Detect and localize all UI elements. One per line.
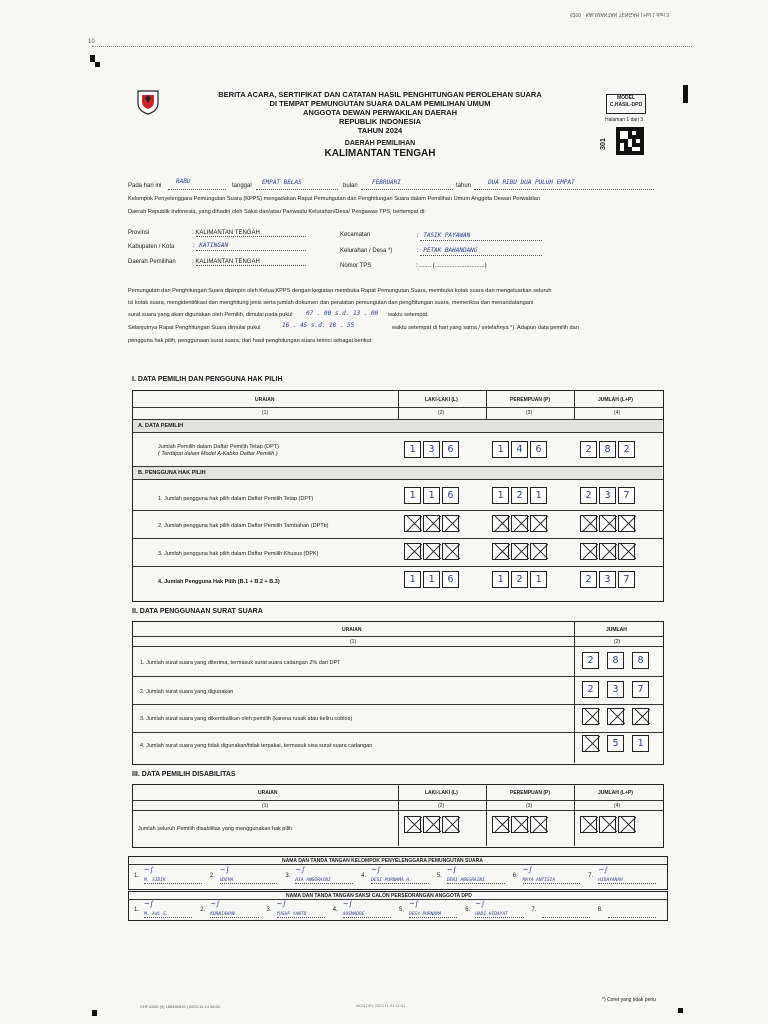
title-line: ANGGOTA DEWAN PERWAKILAN DAERAH (302, 108, 458, 117)
signature-mark: ~∫ (219, 866, 230, 874)
intro-day: RABU (176, 178, 191, 185)
tps-label: Nomor TPS (340, 263, 372, 269)
digit-cell: 5 (607, 735, 624, 752)
row-divider (132, 479, 663, 480)
signatory-name: DESI PURNAMA H. (371, 878, 412, 883)
provinsi-label: Provinsi (128, 230, 150, 236)
kecamatan-value: : TASIK PAYAWAN (416, 232, 471, 239)
s1-dpt-line2: ( Terdapat dalam Model A-Kabko Daftar Pemilih ) (158, 451, 278, 457)
digit-cell (582, 735, 599, 752)
fill-line (196, 250, 306, 251)
digit-cell: 6 (442, 487, 459, 504)
title-line: DI TEMPAT PEMUNGUTAN SUARA DALAM PEMILIHAN UMUM (269, 99, 491, 108)
digit-cell (492, 816, 509, 833)
col-divider (398, 784, 399, 846)
digit-cell (404, 543, 421, 560)
s3-num-4: (4) (614, 803, 621, 809)
col-divider (574, 390, 575, 420)
row-divider (132, 732, 663, 733)
signature-line (608, 917, 656, 918)
signatory-name: RIA ANGGRAINI (295, 878, 331, 883)
scan-mirrored-header: 6200 · KALIMANTAN TENGAH | Hal 1 dari 3 (570, 11, 669, 17)
s3-col-j: JUMLAH (L+P) (598, 790, 633, 796)
narrative-p3-time: 07 . 00 s.d. 13 . 00 (306, 310, 379, 317)
digit-cell: 1 (404, 441, 421, 458)
kelurahan-label: Kelurahan / Desa *) (340, 248, 393, 254)
signature-line (409, 917, 457, 918)
registration-mark (678, 1008, 683, 1013)
page-number: 10 (88, 39, 95, 45)
s1-num-2: (2) (438, 410, 445, 416)
signatory-name: KURNIAWAN (210, 912, 235, 917)
signature-number: 6. (465, 907, 471, 913)
row-divider (132, 704, 663, 705)
s1-num-1: (1) (262, 410, 269, 416)
digit-cell (511, 816, 528, 833)
signatory-name: YUSUF YANTO (276, 912, 307, 917)
intro-line-2: Kelompok Penyelenggara Pemungutan Suara (KPPS) mengadakan Rapat Pemungutan dan Penghitungan Suara dalam Pemilihan Umum Anggota Dewan Perwakilan (128, 196, 541, 202)
section-3-title: III. DATA PEMILIH DISABILITAS (132, 771, 236, 778)
page-of: Halaman 1 dari 3 (605, 117, 644, 123)
signature-number: 4. (361, 873, 367, 879)
digit-cell: 4 (511, 441, 528, 458)
signature-number: 8. (597, 907, 603, 913)
signature-mark: ~∫ (475, 900, 485, 908)
kabupaten-label: Kabupaten / Kota (128, 244, 175, 250)
digit-cell: 2 (582, 681, 599, 698)
digit-cell (442, 543, 459, 560)
row-divider (132, 538, 663, 539)
signature-line (144, 917, 192, 918)
digit-cell: 2 (511, 571, 528, 588)
digit-cell (599, 543, 616, 560)
document-title (170, 90, 590, 160)
signatory-name: M. SIDIK (144, 878, 166, 883)
s3-row-label: Jumlah seluruh Pemilih disabilitas yang menggunakan hak pilih (138, 826, 293, 832)
fill-line (168, 189, 226, 190)
signature-number: 1. (134, 873, 140, 879)
narrative-p4-prefix: Selanjutnya Rapat Penghitungan Suara dimulai pukul (128, 325, 261, 331)
dapil-value: : KALIMANTAN TENGAH (192, 259, 260, 265)
digit-cell (404, 515, 421, 532)
s1-row-2-label: 2. Jumlah pengguna hak pilih dalam Daftar Pemilih Tambahan (DPTb) (158, 523, 329, 529)
digit-cell: 3 (423, 441, 440, 458)
title-line: REPUBLIK INDONESIA (338, 117, 422, 126)
dapil-label: Daerah Pemilihan (128, 259, 176, 265)
digit-cell: 3 (599, 487, 616, 504)
signature-line (220, 883, 278, 884)
kpps-title: NAMA DAN TANDA TANGAN KELOMPOK PENYELENGGARA PEMUNGUTAN SUARA (282, 858, 483, 864)
digit-cell: 1 (404, 571, 421, 588)
s1-row-4-label: 4. Jumlah Pengguna Hak Pilih (B.1 + B.2 + B.3) (158, 579, 280, 585)
signatory-name: HADI HIDAYAT (475, 912, 508, 917)
signature-number: 6. (512, 873, 518, 879)
digit-cell: 1 (530, 487, 547, 504)
s1-col-l: LAKI-LAKI (L) (425, 397, 458, 403)
s1-num-3: (3) (526, 410, 533, 416)
signature-mark: ~∫ (144, 900, 154, 908)
narrative-p3-suffix: waktu setempat. (388, 312, 429, 318)
signatory-name: AUSMADRE (342, 912, 365, 917)
signature-mark: ~∫ (409, 900, 419, 908)
row-divider (132, 636, 663, 637)
signatory-name: HIDAYANAH (598, 878, 623, 883)
digit-cell (423, 515, 440, 532)
digit-cell (580, 816, 597, 833)
narrative-p4-suffix: waktu setempat di hari yang sama / setelahnya *). Adapun data pemilih dan (392, 325, 579, 331)
footer-code: CHF-6200 (4) 186460515 | 2023-11-14 08:01 (140, 1004, 221, 1009)
row-divider (132, 810, 663, 811)
digit-cell (492, 515, 509, 532)
row-shade (133, 467, 662, 479)
signature-mark: ~∫ (598, 866, 608, 874)
section-2-title: II. DATA PENGGUNAAN SURAT SUARA (132, 608, 263, 615)
digit-cell (442, 816, 459, 833)
signature-number: 5. (436, 873, 442, 879)
signature-number: 2. (209, 873, 215, 879)
s3-num-2: (2) (438, 803, 445, 809)
digit-cell: 1 (530, 571, 547, 588)
digit-cell (580, 515, 597, 532)
signature-number: 7. (531, 907, 537, 913)
digit-cell: 6 (442, 441, 459, 458)
digit-cell: 2 (582, 652, 599, 669)
digit-cell (599, 816, 616, 833)
col-divider (486, 390, 487, 420)
digit-cell (511, 515, 528, 532)
digit-cell (530, 543, 547, 560)
intro-date-label: tanggal (232, 183, 252, 189)
s1-row-3-label: 3. Jumlah pengguna hak pilih dalam Daftar Pemilih Khusus (DPK) (158, 551, 319, 557)
digit-cell: 1 (404, 487, 421, 504)
digit-cell (618, 515, 635, 532)
intro-month-label: bulan (343, 183, 358, 189)
s1-row-1-label: 1. Jumlah pengguna hak pilih dalam Daftar Pemilih Tetap (DPT) (158, 496, 314, 502)
signature-line (295, 883, 353, 884)
signatory-name: MAYA ANTISIA (522, 878, 556, 883)
digit-cell: 1 (632, 735, 649, 752)
signature-line (343, 917, 391, 918)
digit-cell: 7 (618, 487, 635, 504)
digit-cell: 1 (492, 487, 509, 504)
cut-line (92, 46, 692, 47)
digit-cell: 1 (423, 571, 440, 588)
s2-row-4-label: 4. Jumlah surat suara yang tidak digunakan/tidak terpakai, termasuk sisa surat suara cadangan (140, 743, 373, 749)
kecamatan-label: Kecamatan (340, 232, 371, 238)
s3-num-3: (3) (526, 803, 533, 809)
saksi-title: NAMA DAN TANDA TANGAN SAKSI CALON PERSEORANGAN ANGGOTA DPD (286, 893, 472, 899)
signature-number: 3. (266, 907, 272, 913)
digit-cell: 8 (599, 441, 616, 458)
title-line: BERITA ACARA, SERTIFIKAT DAN CATATAN HASIL PENGHITUNGAN PEROLEHAN SUARA (218, 90, 542, 99)
signature-line (371, 883, 429, 884)
digit-cell (423, 543, 440, 560)
fill-line (196, 236, 306, 237)
narrative-p3-prefix: surat suara yang akan digunakan oleh Pemilih, dimulai pada pukul (128, 312, 293, 318)
signature-number: 1. (134, 907, 140, 913)
signature-mark: ~∫ (371, 866, 381, 874)
title-line: TAHUN 2024 (357, 126, 403, 135)
kabupaten-value: : KATINGAN (192, 242, 229, 249)
signatory-name: DESY PURNAMA (409, 912, 442, 917)
digit-cell: 2 (511, 487, 528, 504)
signature-line (523, 883, 581, 884)
digit-cell (580, 543, 597, 560)
signature-line (210, 917, 258, 918)
signature-number: 2. (200, 907, 206, 913)
digit-cell (607, 708, 624, 725)
qr-code (616, 127, 644, 155)
signature-mark: ~∫ (276, 900, 287, 908)
s2-num-2: (2) (614, 639, 621, 645)
s2-col-j: JUMLAH (606, 627, 627, 633)
model-label: MODEL (616, 95, 636, 101)
digit-cell (599, 515, 616, 532)
row-divider (132, 646, 663, 647)
digit-cell: 6 (442, 571, 459, 588)
signature-mark: ~∫ (342, 900, 353, 908)
col-divider (486, 784, 487, 846)
digit-cell (423, 816, 440, 833)
model-box (606, 94, 646, 114)
row-divider (132, 407, 663, 408)
digit-cell: 7 (632, 681, 649, 698)
digit-cell: 6 (530, 441, 547, 458)
intro-year-label: tahun (456, 183, 472, 189)
s2-num-1: (1) (350, 639, 357, 645)
col-divider (574, 621, 575, 763)
s2-row-2-label: 2. Jumlah surat suara yang digunakan (140, 689, 234, 695)
row-divider (132, 566, 663, 567)
signatory-name: UDEMA (219, 878, 234, 883)
intro-day-label: Pada hari ini (128, 183, 162, 189)
signature-line (475, 917, 523, 918)
footer-center: NON DPJ 2023 11 01 11:31 (356, 1003, 406, 1008)
digit-cell (530, 816, 547, 833)
s1-col-j: JUMLAH (L+P) (598, 397, 633, 403)
digit-cell (618, 543, 635, 560)
narrative-p1: Pemungutan dan Penghitungan Suara dipimpin oleh Ketua KPPS dengan kegiatan membuka Rapat Pemungutan Suara, membuka kotak suara dan mengeluarkan seluruh (128, 288, 552, 294)
fill-line (474, 189, 654, 190)
signature-number: 5. (399, 907, 405, 913)
signatory-name: DENI ANGGRAINI (446, 878, 485, 883)
s3-col-uraian: URAIAN (258, 790, 278, 796)
s1-col-uraian: URAIAN (255, 397, 275, 403)
signature-mark: ~∫ (210, 900, 220, 908)
kpu-logo (136, 89, 160, 115)
digit-cell: 1 (492, 571, 509, 588)
s1-col-p: PEREMPUAN (P) (510, 397, 551, 403)
digit-cell (582, 708, 599, 725)
intro-date: EMPAT BELAS (262, 179, 302, 186)
intro-month: FEBRUARI (372, 179, 401, 186)
signature-line (542, 917, 590, 918)
registration-mark (90, 55, 95, 62)
digit-cell: 2 (618, 441, 635, 458)
signature-mark: ~∫ (144, 866, 154, 874)
side-code: 301 (599, 138, 607, 150)
row-divider (132, 676, 663, 677)
s2-col-uraian: URAIAN (342, 627, 362, 633)
row-divider (132, 510, 663, 511)
tps-value: : ....... (..............................) (416, 263, 487, 269)
region-name: KALIMANTAN TENGAH (324, 148, 436, 159)
s3-col-l: LAKI-LAKI (L) (425, 790, 458, 796)
digit-cell: 8 (607, 652, 624, 669)
digit-cell: 2 (580, 441, 597, 458)
s3-col-p: PEREMPUAN (P) (510, 790, 551, 796)
row-divider (132, 800, 663, 801)
narrative-p4-time: 16 . 45 s.d. 18 . 55 (282, 322, 355, 329)
s1-dpt-line1: Jumlah Pemilih dalam Daftar Pemilih Tetap (DPT) (158, 444, 279, 450)
digit-cell (492, 543, 509, 560)
signature-number: 3. (285, 873, 291, 879)
signatory-name: M. Adi S. (144, 912, 169, 917)
signature-mark: ~∫ (446, 866, 457, 874)
narrative-p5: pengguna hak pilih, penggunaan surat suara, dan hasil penghitungan suara terinci sebagai berikut: (128, 338, 373, 344)
footer-note: *) Coret yang tidak perlu (602, 997, 656, 1003)
col-divider (574, 784, 575, 846)
row-shade (133, 420, 662, 432)
digit-cell: 2 (580, 571, 597, 588)
fill-line (420, 240, 542, 241)
digit-cell (632, 708, 649, 725)
digit-cell: 7 (618, 571, 635, 588)
signature-line (277, 917, 325, 918)
region-label: DAERAH PEMILIHAN (344, 140, 416, 147)
fill-line (420, 255, 542, 256)
fill-line (256, 189, 338, 190)
intro-year: DUA RIBU DUA PULUH EMPAT (488, 179, 575, 186)
s1-num-4: (4) (614, 410, 621, 416)
s1-a-label: A. DATA PEMILIH (138, 423, 184, 429)
signature-mark: ~∫ (522, 866, 533, 874)
signature-number: 7. (588, 873, 594, 879)
s2-row-3-label: 3. Jumlah surat suara yang dikembalikan oleh pemilih (karena rusak atau keliru coblos) (140, 716, 353, 722)
fill-line (196, 265, 306, 266)
signature-mark: ~∫ (295, 866, 305, 874)
digit-cell: 3 (599, 571, 616, 588)
provinsi-value: : KALIMANTAN TENGAH (192, 230, 260, 236)
col-divider (398, 390, 399, 420)
digit-cell (442, 515, 459, 532)
row-divider (132, 432, 663, 433)
s2-row-1-label: 1. Jumlah surat suara yang diterima, termasuk surat suara cadangan 2% dari DPT (140, 660, 341, 666)
registration-mark (683, 85, 688, 103)
digit-cell: 3 (607, 681, 624, 698)
digit-cell: 1 (492, 441, 509, 458)
s3-num-1: (1) (262, 803, 269, 809)
model-code: C.HASIL-DPD (609, 102, 643, 108)
signature-line (144, 883, 202, 884)
digit-cell: 2 (580, 487, 597, 504)
digit-cell: 1 (423, 487, 440, 504)
intro-line-3: Daerah Republik Indonesia, yang dihadiri oleh Saksi dan/atau Panwaslu Kelurahan/Desa/ Pengawas TPS, bertempat di: (128, 209, 426, 215)
digit-cell (511, 543, 528, 560)
narrative-p2: isi kotak suara, mengidentifikasi dan menghitung jenis serta jumlah dokumen dan peralatan pemungutan dan penghitungan suara, memeriksa dan menandatangani (128, 300, 534, 306)
s1-b-label: B. PENGGUNA HAK PILIH (138, 470, 206, 476)
registration-mark (92, 1010, 97, 1016)
signature-line (598, 883, 656, 884)
digit-cell: 8 (632, 652, 649, 669)
digit-cell (618, 816, 635, 833)
fill-line (361, 189, 453, 190)
registration-mark (95, 62, 100, 67)
digit-cell (530, 515, 547, 532)
kelurahan-value: : PETAK BAHANDANG (416, 247, 478, 254)
section-1-title: I. DATA PEMILIH DAN PENGGUNA HAK PILIH (132, 376, 283, 383)
signature-number: 4. (332, 907, 338, 913)
digit-cell (404, 816, 421, 833)
signature-line (447, 883, 505, 884)
